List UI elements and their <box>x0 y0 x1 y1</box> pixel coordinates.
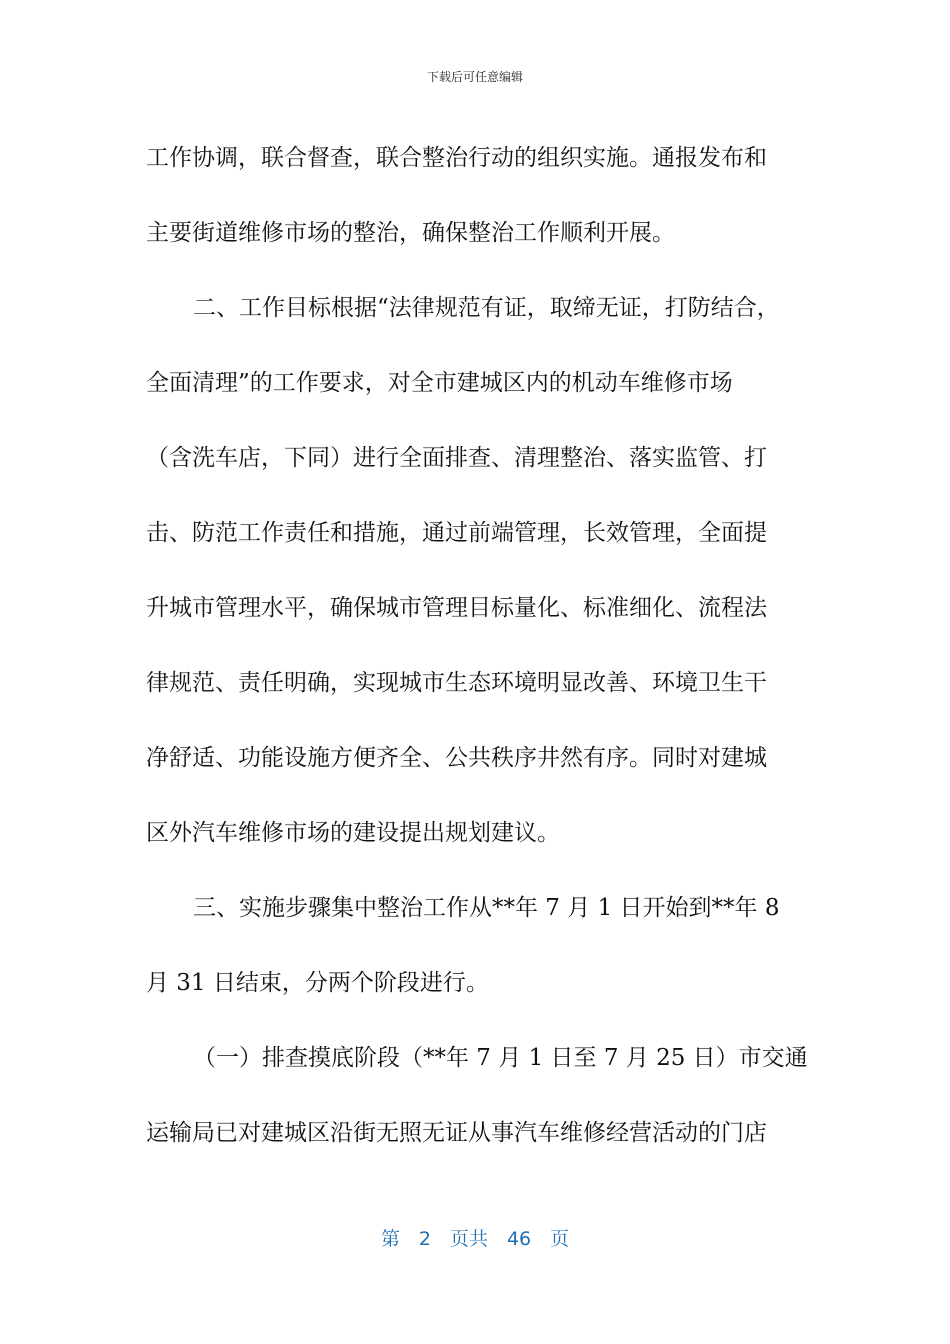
text-line: 全面清理”的工作要求，对全市建城区内的机动车维修市场 <box>146 370 733 396</box>
header-note: 下载后可任意编辑 <box>426 70 523 84</box>
body-text <box>146 121 808 1171</box>
text-line: 月 31 日结束，分两个阶段进行。 <box>146 970 489 996</box>
text-line: （含洗车店，下同）进行全面排查、清理整治、落实监管、打 <box>146 445 767 471</box>
page-number-footer: 第 2 页共 46 页 <box>380 1228 570 1250</box>
text-line: 净舒适、功能设施方便齐全、公共秩序井然有序。同时对建城 <box>146 745 767 771</box>
text-line: 运输局已对建城区沿街无照无证从事汽车维修经营活动的门店 <box>146 1120 767 1146</box>
text-line: 三、实施步骤集中整治工作从**年 7 月 1 日开始到**年 8 <box>193 895 780 921</box>
text-line: 二、工作目标根据“法律规范有证，取缔无证，打防结合， <box>193 295 780 321</box>
text-line: 工作协调，联合督查，联合整治行动的组织实施。通报发布和 <box>146 145 767 171</box>
text-line: 律规范、责任明确，实现城市生态环境明显改善、环境卫生干 <box>146 670 767 696</box>
text-line: 主要街道维修市场的整治，确保整治工作顺利开展。 <box>146 220 675 246</box>
text-line: 升城市管理水平，确保城市管理目标量化、标准细化、流程法 <box>146 595 767 621</box>
text-line: 区外汽车维修市场的建设提出规划建议。 <box>146 820 560 846</box>
text-line: 击、防范工作责任和措施，通过前端管理，长效管理，全面提 <box>146 520 767 546</box>
text-line: （一）排查摸底阶段（**年 7 月 1 日至 7 月 25 日）市交通 <box>193 1045 808 1071</box>
